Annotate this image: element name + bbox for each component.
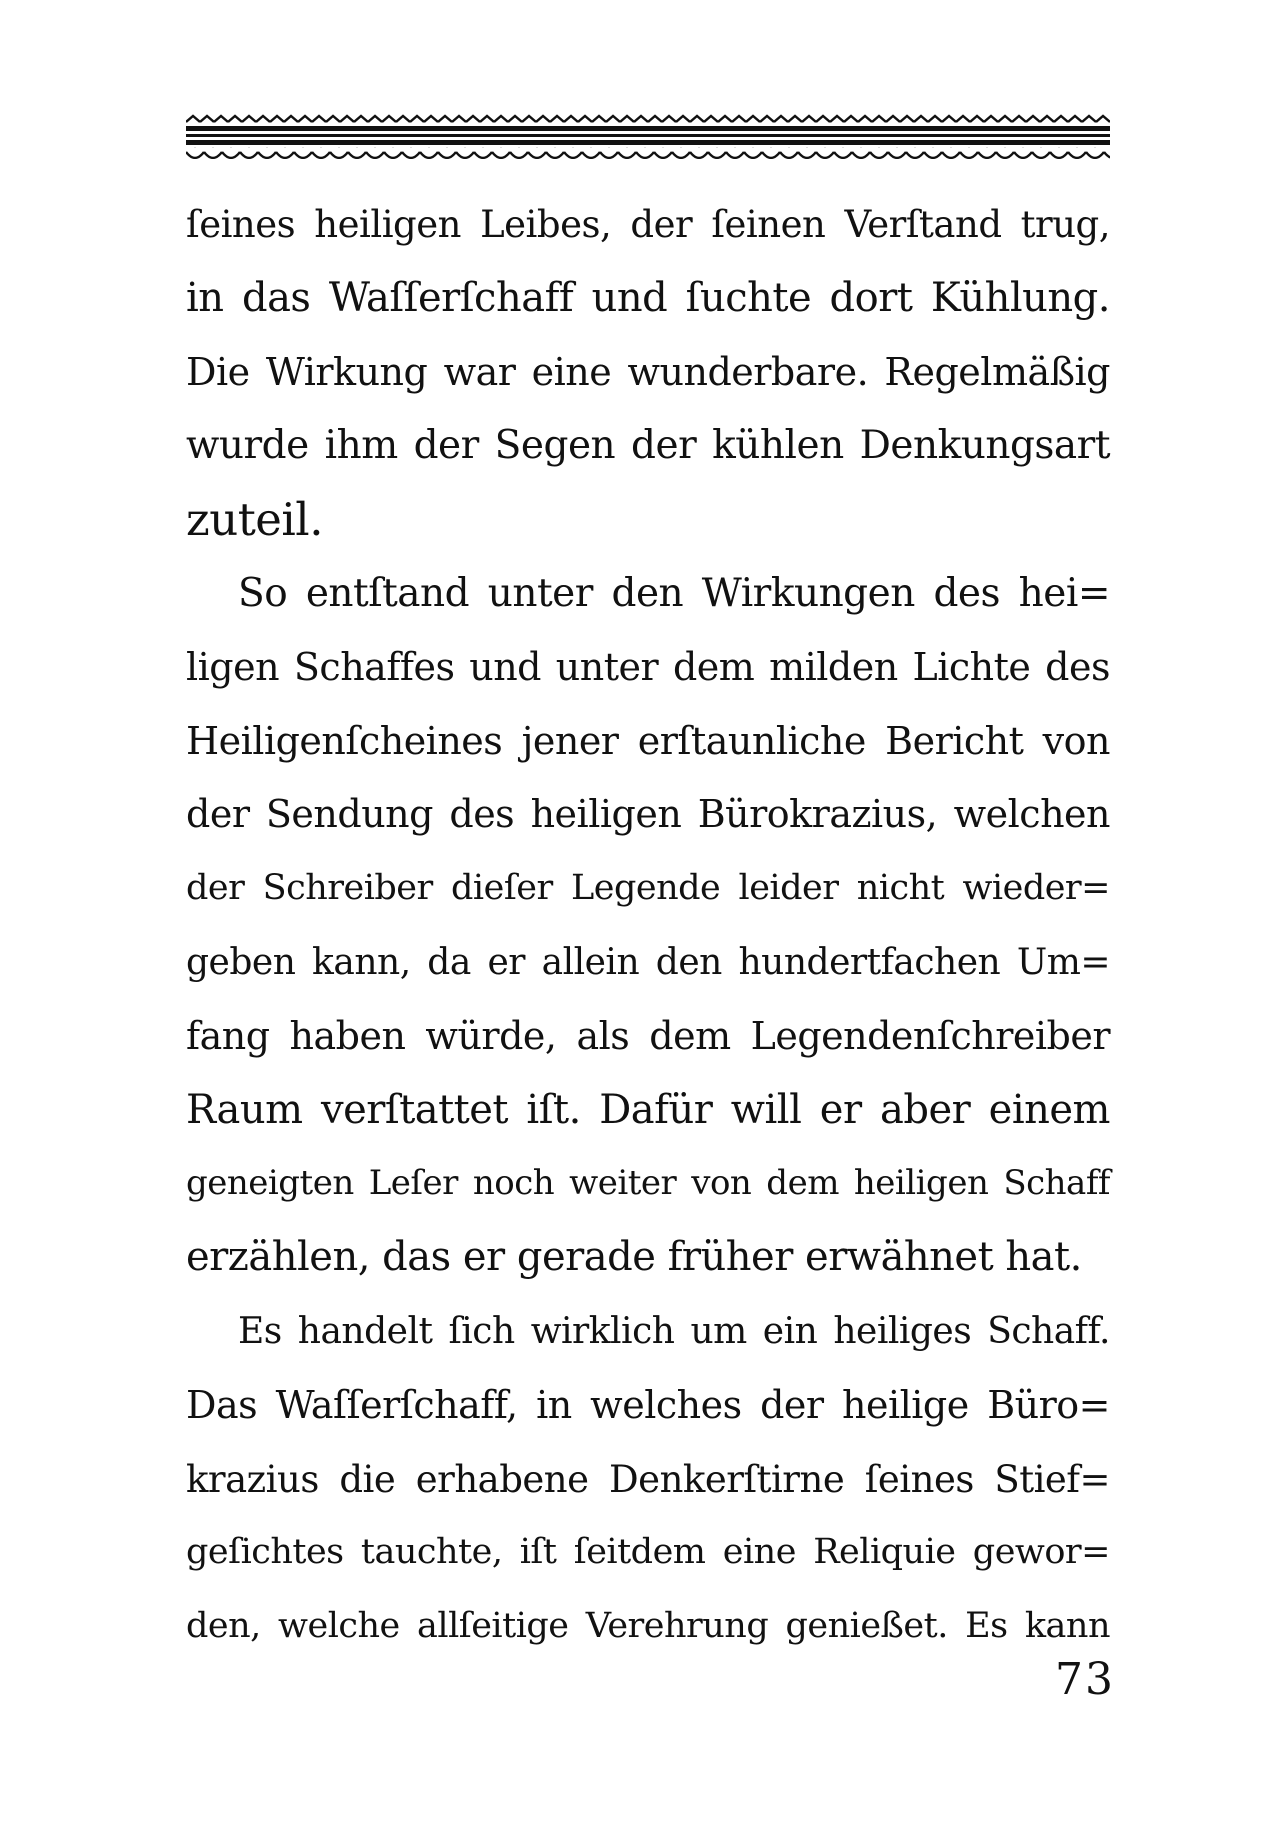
text-line: Raum verſtattet iſt. Dafür will er aber einem [186, 1086, 1110, 1133]
text-line: in das Waſſerſchaff und ſuchte dort Kühlung. [186, 274, 1110, 321]
text-line: der Schreiber dieſer Legende leider nicht wieder= [186, 868, 1110, 909]
text-line: Es handelt ſich wirklich um ein heiliges Schaff. [238, 1310, 1110, 1352]
text-line: Heiligenſcheines jener erſtaunliche Bericht von [186, 718, 1110, 763]
text-line: geneigten Leſer noch weiter von dem heiligen Schaff [186, 1163, 1110, 1204]
text-line: wurde ihm der Segen der kühlen Denkungsart [186, 423, 1110, 469]
text-line: Die Wirkung war eine wunderbare. Regelmäßig [186, 349, 1110, 394]
text-line: geſichtes tauchte, iſt ſeitdem eine Reliquie gewor= [186, 1532, 1110, 1573]
paragraph-2 [186, 557, 1110, 1295]
text-line: Das Waſſerſchaff, in welches der heilige Büro= [186, 1382, 1110, 1427]
text-line: der Sendung des heiligen Bürokrazius, welchen [186, 792, 1110, 837]
page-number: 73 [1055, 1654, 1115, 1705]
paragraph-3 [186, 1295, 1110, 1664]
text-line: fang haben würde, als dem Legendenſchreiber [186, 1013, 1110, 1058]
text-line: den, welche allſeitige Verehrung genießet. Es kann [186, 1606, 1110, 1647]
text-line: ſeines heiligen Leibes, der ſeinen Verſtand trug, [186, 203, 1110, 246]
text-line: So entſtand unter den Wirkungen des hei= [238, 570, 1110, 616]
decorative-header-border [186, 114, 1110, 164]
paragraph-1 [186, 188, 1110, 557]
text-line: zuteil. [186, 493, 323, 547]
text-line: ligen Schaffes und unter dem milden Lichte des [186, 644, 1110, 689]
body-text [186, 188, 1110, 1664]
text-line: geben kann, da er allein den hundertfachen Um= [186, 941, 1110, 983]
text-line: erzählen, das er gerade früher erwähnet hat. [186, 1234, 1082, 1281]
text-line: krazius die erhabene Denkerſtirne ſeines Stief= [186, 1457, 1110, 1501]
